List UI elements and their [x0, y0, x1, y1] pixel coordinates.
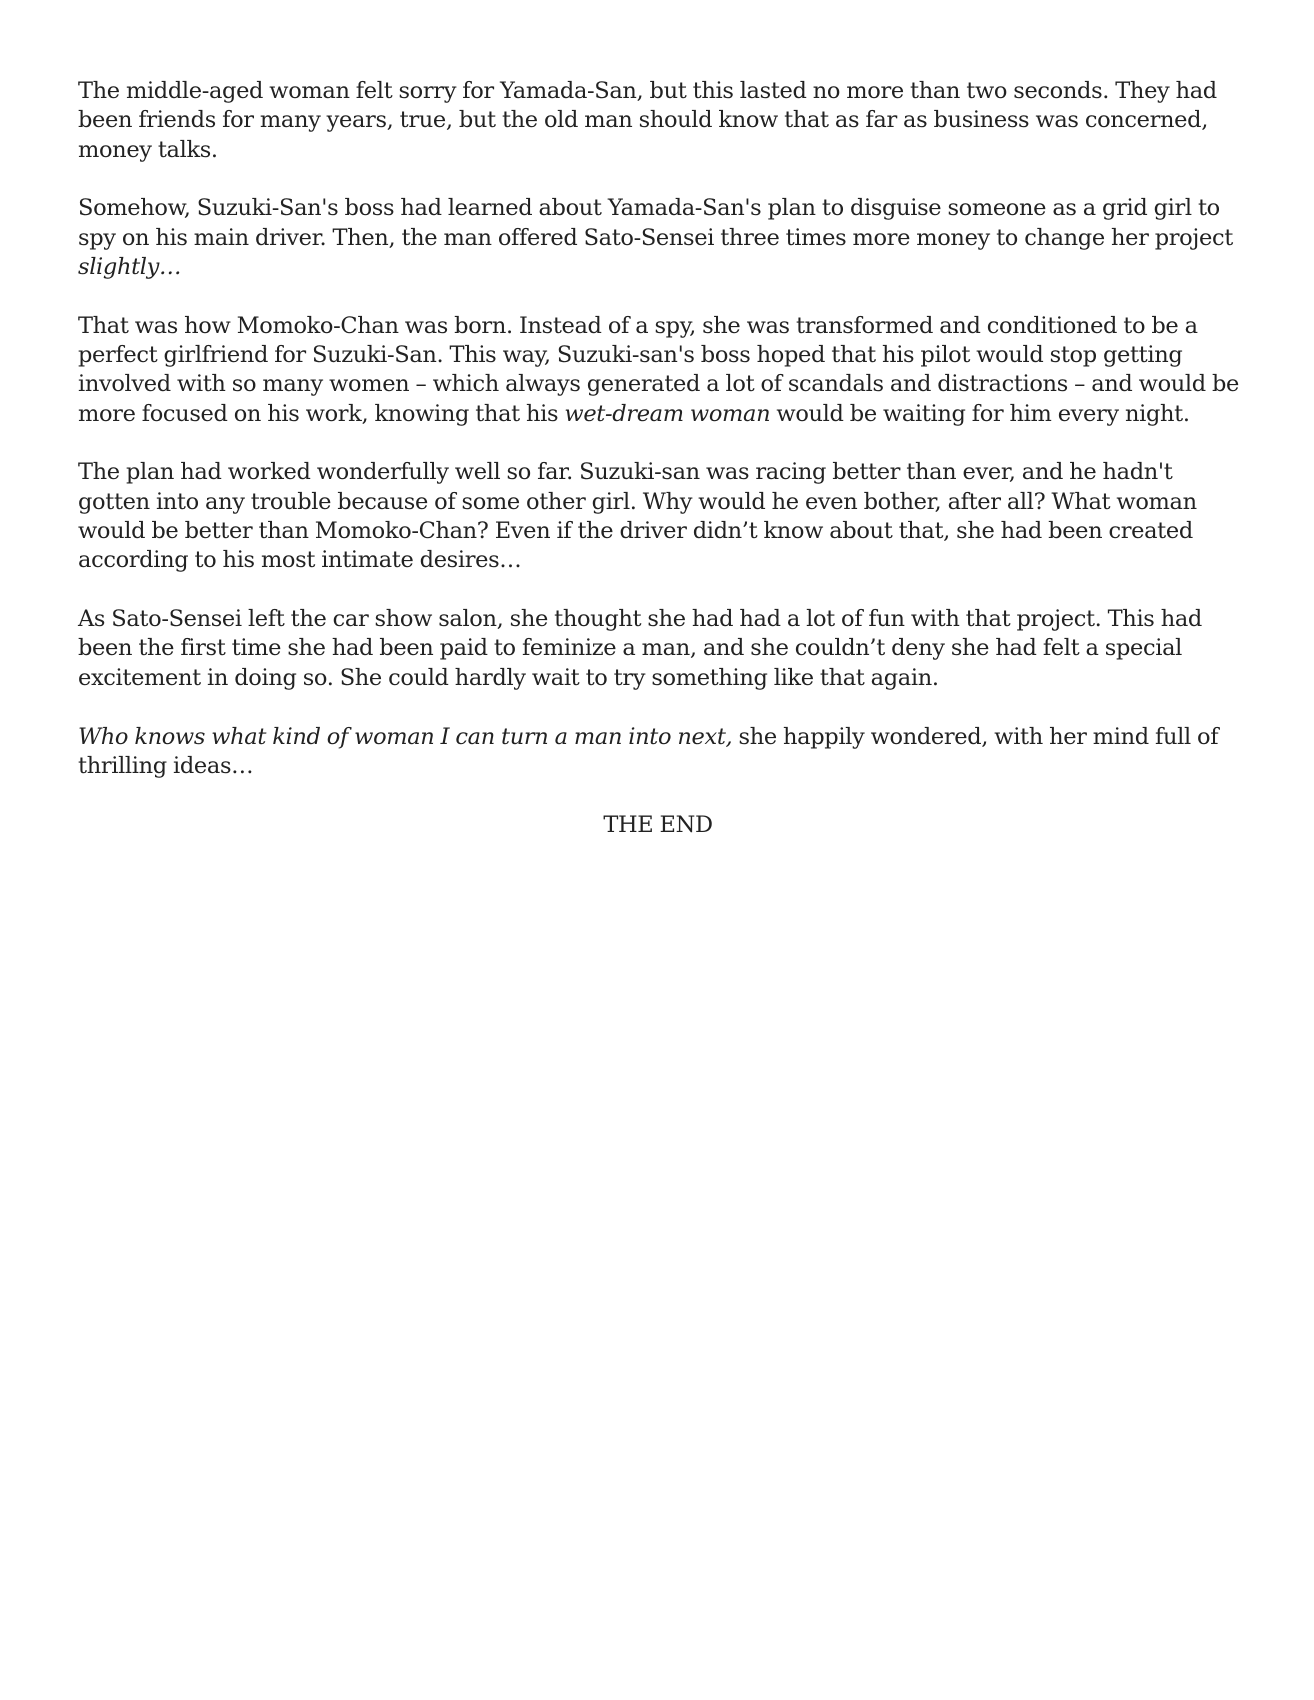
paragraph-2 — [78, 194, 1246, 282]
paragraph-5 — [78, 605, 1246, 693]
the-end-heading: THE END — [603, 811, 713, 838]
paragraph-text: The middle-aged woman felt sorry for Yamada-San, but this lasted no more than two seconds. They had been friends for many years, true, but the old man should know that as far as business was concerned, money talks. — [78, 78, 1217, 163]
paragraph-3 — [78, 312, 1246, 429]
emphasis-text: Who knows what kind of woman I can turn a man into next, — [78, 723, 733, 750]
paragraph-text: Somehow, Suzuki-San's boss had learned about Yamada-San's plan to disguise someone as a grid girl to spy on his main driver. Then, the man offered Sato-Sensei three times more money to change her project — [78, 195, 1233, 251]
paragraph-text: The plan had worked wonderfully well so far. Suzuki-san was racing better than ever, and he hadn't gotten into any trouble because of some other girl. Why would he even bother, after all? What woman would be better than Momoko-Chan? Even if the driver didn’t know about that, she had been created according to his most intimate desires… — [78, 459, 1197, 574]
paragraph-text: That was how Momoko-Chan was born. Instead of a spy, she was transformed and conditioned to be a perfect girlfriend for Suzuki-San. This way, Suzuki-san's boss hoped that his pilot would stop getting involved with so many women – which always generated a lot of scandals and distractions – and would be more focused on his work, knowing that his — [78, 312, 1240, 427]
emphasis-text: slightly… — [78, 253, 182, 280]
paragraph-text: she happily wondered, with her mind full of thrilling ideas… — [78, 723, 1219, 779]
paragraph-4 — [78, 458, 1246, 575]
paragraph-text: would be waiting for him every night. — [770, 400, 1190, 427]
emphasis-text: wet-dream woman — [564, 400, 771, 427]
paragraph-6 — [78, 723, 1246, 782]
paragraph-1 — [78, 77, 1246, 165]
document-body — [78, 77, 1246, 840]
paragraph-text: As Sato-Sensei left the car show salon, she thought she had had a lot of fun with that project. This had been the first time she had been paid to feminize a man, and she couldn’t deny she had felt a special excitement in doing so. She could hardly wait to try something like that again. — [78, 606, 1202, 691]
